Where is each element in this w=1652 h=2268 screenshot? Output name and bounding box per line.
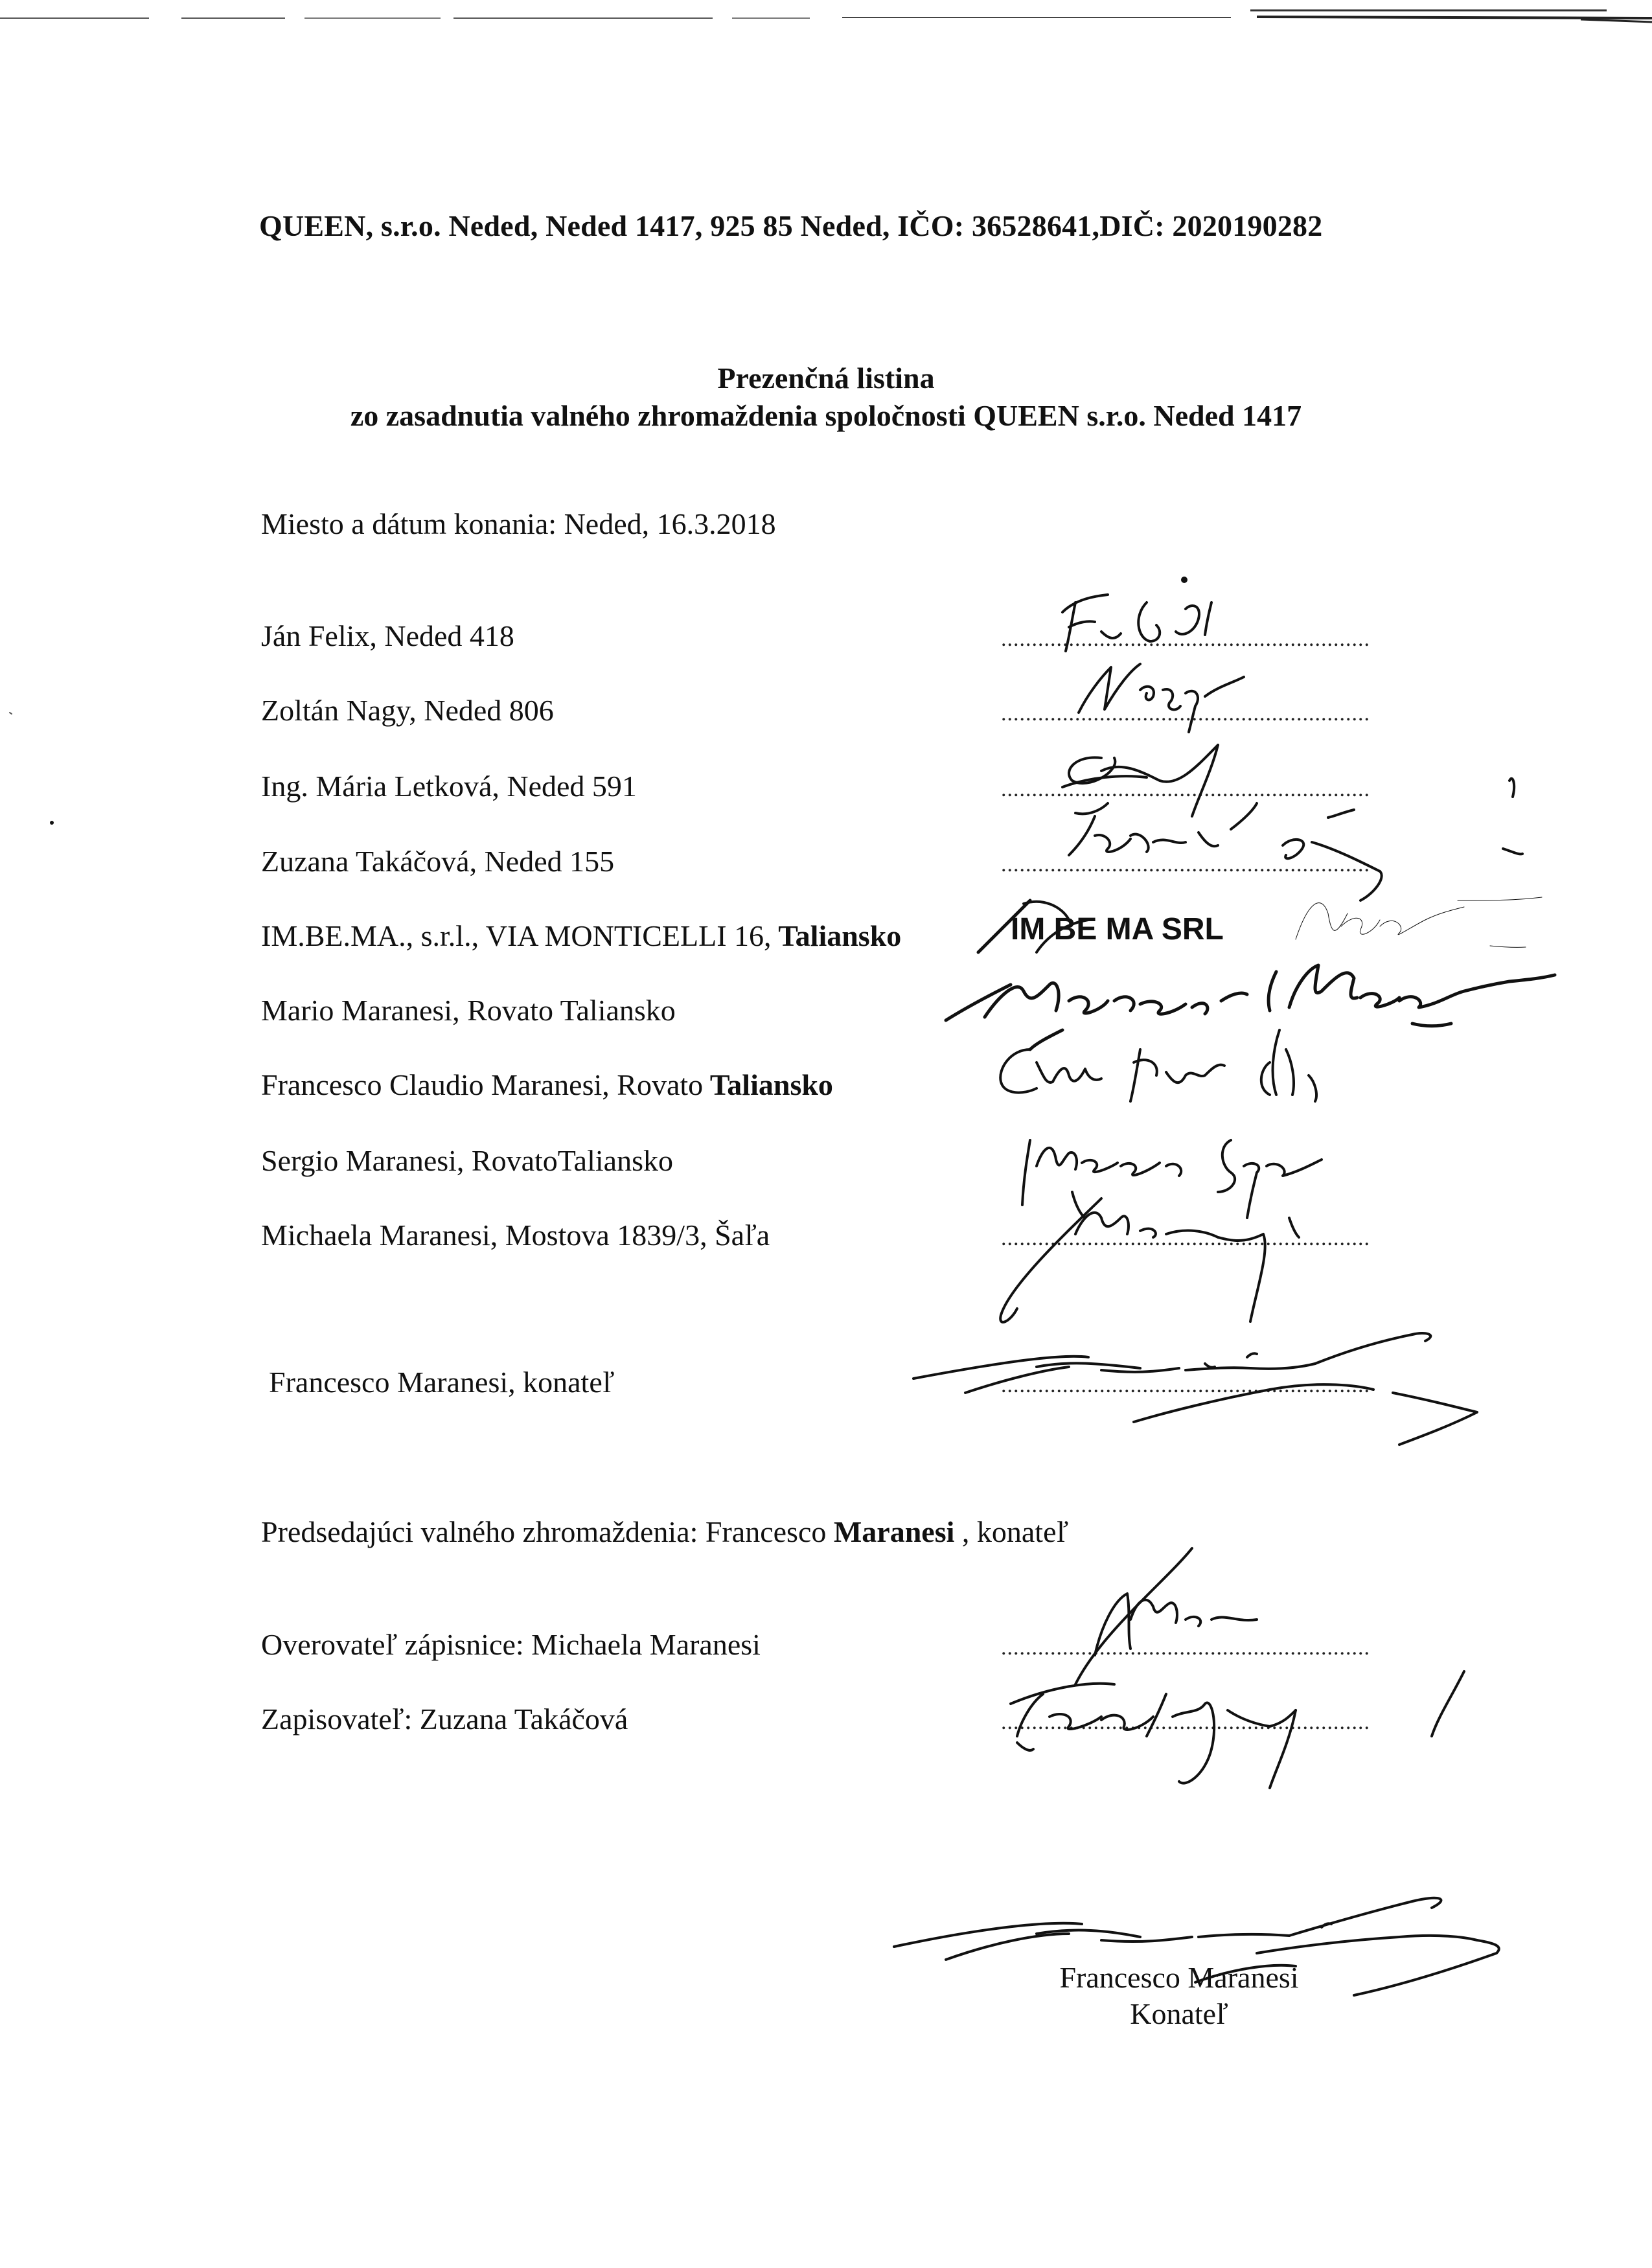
signature-dotted-line: ............................................................ [1001,627,1370,651]
margin-dot [50,821,54,825]
company-header: QUEEN, s.r.o. Neded, Neded 1417, 925 85 Neded, IČO: 36528641,DIČ: 2020190282 [259,209,1323,242]
title-line-1: Prezenčná listina [717,361,935,395]
attendee-name: Michaela Maranesi, Mostova 1839/3, Šaľa [261,1219,770,1252]
attendee-country: Taliansko [703,1068,833,1101]
stamp-imbema [978,897,1542,952]
meeting-place-date: Miesto a dátum konania: Neded, 16.3.2018 [261,507,776,540]
signature-block [1050,1960,1309,2032]
attendee-name: Mario Maranesi, Rovato Taliansko [261,994,676,1027]
attendee-name: Francesco Claudio Maranesi, Rovato [261,1068,704,1101]
signature-dotted-line: ............................................................ [1001,777,1370,801]
attendee-country: Taliansko [771,919,902,952]
signature-dotted-line: ............................................................ [1001,1710,1370,1734]
signature-verifier [1075,1548,1257,1684]
managing-director-label: Francesco Maranesi, konateľ [269,1366,615,1399]
attendee-row [261,693,554,727]
recorder-row: Zapisovateľ: Zuzana Takáčová [261,1702,628,1735]
attendee-name: IM.BE.MA., s.r.l., VIA MONTICELLI 16, [261,919,772,952]
attendee-name: Ján Felix, Neded 418 [261,619,514,652]
attendee-row [261,1218,770,1252]
margin-mark [10,713,12,714]
attendee-row [261,919,901,953]
signature-michaela [1000,1198,1299,1322]
signature-dotted-line: ............................................................ [1001,702,1370,726]
signature-mario-maranesi [946,965,1555,1049]
signature-dotted-line: ............................................................ [1001,1373,1370,1397]
title-line-2: zo zasadnutia valného zhromaždenia spoločnosti QUEEN s.r.o. Neded 1417 [350,399,1302,432]
attendee-row [261,844,614,878]
signature-dotted-line: ............................................................ [1001,853,1370,876]
attendee-row [261,769,637,803]
signature-sergio [1022,1140,1322,1218]
signatory-role: Konateľ [1130,1997,1228,2030]
document-title [0,360,1652,435]
chairman-role: , konateľ [954,1515,1069,1548]
signature-francesco-claudio [1000,1030,1316,1101]
stamp-text: IM BE MA SRL [1011,912,1224,946]
attendee-row [261,1143,673,1178]
chairman-surname: Maranesi [833,1515,955,1548]
attendee-name: Ing. Mária Letková, Neded 591 [261,770,637,803]
attendee-row [261,993,676,1027]
attendee-row [261,619,514,653]
attendee-name: Zuzana Takáčová, Neded 155 [261,845,615,878]
chairman-row [261,1515,1068,1549]
signature-dotted-line: ............................................................ [1001,1636,1370,1660]
attendee-name: Sergio Maranesi, RovatoTaliansko [261,1144,673,1177]
signature-dotted-line: ............................................................ [1001,1226,1370,1250]
attendee-name: Zoltán Nagy, Neded 806 [261,694,554,727]
attendee-row [261,1068,833,1102]
verifier-row: Overovateľ zápisnice: Michaela Maranesi [261,1628,761,1661]
scan-edge-lines [0,0,1652,39]
chairman-label: Predsedajúci valného zhromaždenia: Francesco [261,1515,834,1548]
signatory-name: Francesco Maranesi [1059,1961,1299,1994]
